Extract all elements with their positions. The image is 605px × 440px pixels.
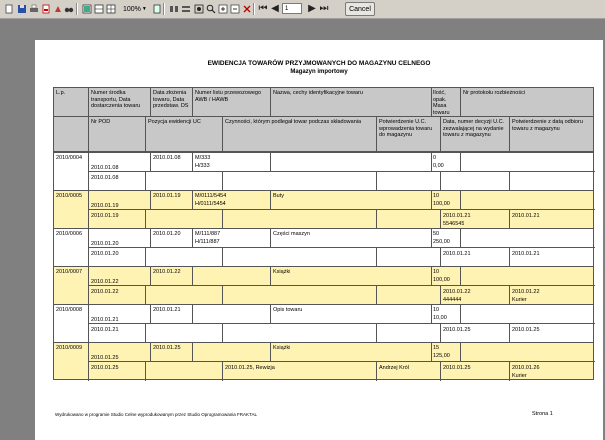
- record-decyzja-nr: 5546545: [443, 221, 465, 227]
- record-decyzja-data: 2010.01.21: [443, 213, 471, 219]
- record-potwierdzenie: Andrzej Król: [379, 365, 409, 371]
- record-date-dostarczenia: 2010.01.21: [91, 317, 119, 323]
- zoom-value: 100%: [123, 5, 141, 13]
- record-masa: 125,00: [433, 353, 450, 359]
- report-subtitle: Magazyn importowy: [290, 69, 348, 75]
- header-ilosc: Ilość, opak. Masa towaru: [433, 90, 450, 116]
- record-nr-pod-date: 2010.01.08: [91, 175, 119, 181]
- record-nazwa: Buty: [273, 193, 285, 199]
- record-decyzja-data: 2010.01.21: [443, 251, 471, 257]
- record-group: [53, 342, 594, 380]
- record-lp: 2010/0004: [56, 155, 82, 161]
- preview-workspace: [0, 19, 605, 421]
- header-lp: L.p.: [56, 90, 66, 96]
- header-nr-pod: Nr POD: [91, 119, 111, 125]
- cancel-button[interactable]: Cancel: [345, 2, 375, 16]
- record-awb: M/333: [195, 155, 211, 161]
- record-odbior-data: 2010.01.25: [512, 327, 540, 333]
- record-awb: M/0111/5454: [195, 193, 227, 199]
- record-date-zlozenia: 2010.01.25: [153, 345, 181, 351]
- header-czynnosci: Czynności, którym podlegał towar podczas składowania: [225, 119, 362, 125]
- record-masa: 10,00: [433, 315, 447, 321]
- record-group: [53, 266, 594, 304]
- record-masa: 100,00: [433, 277, 450, 283]
- nav-last-icon[interactable]: ⏭: [319, 3, 329, 14]
- binoculars-icon[interactable]: [62, 2, 76, 16]
- record-hawb: H/0111/5454: [195, 201, 226, 207]
- nav-prev-icon[interactable]: ◀: [271, 3, 279, 14]
- record-date-dostarczenia: 2010.01.22: [91, 279, 119, 285]
- close-preview-icon[interactable]: [240, 2, 254, 16]
- record-ilosc: 10: [433, 269, 440, 275]
- preview-toolbar: [0, 0, 605, 19]
- record-lp: 2010/0007: [56, 269, 82, 275]
- rows-icon[interactable]: [179, 2, 193, 16]
- record-odbior-osoba: Kurier: [512, 373, 527, 379]
- record-lp: 2010/0008: [56, 307, 82, 313]
- header-nazwa: Nazwa, cechy identyfikacyjne towaru: [273, 90, 363, 96]
- record-date-dostarczenia: 2010.01.08: [91, 165, 119, 171]
- page-number-input[interactable]: 1: [282, 3, 302, 14]
- record-odbior-data: 2010.01.22: [512, 289, 540, 295]
- nav-next-icon[interactable]: ▶: [308, 3, 316, 14]
- record-lp: 2010/0009: [56, 345, 82, 351]
- record-decyzja-data: 2010.01.25: [443, 327, 471, 333]
- record-czynnosci: 2010.01.25, Rewizja: [225, 365, 275, 371]
- table-header: [53, 87, 594, 152]
- record-date-zlozenia: 2010.01.20: [153, 231, 181, 237]
- record-nr-pod-date: 2010.01.22: [91, 289, 119, 295]
- record-lp: 2010/0006: [56, 231, 82, 237]
- header-protokol: Nr protokołu rozbieżności: [463, 90, 526, 96]
- record-ilosc: 50: [433, 231, 440, 237]
- page-indicator: Strona 1: [532, 411, 553, 417]
- record-hawb: H/333: [195, 163, 210, 169]
- report-page: [35, 40, 603, 440]
- record-nazwa: Opis towaru: [273, 307, 303, 313]
- report-title: EWIDENCJA TOWARÓW PRZYJMOWANYCH DO MAGAZYNU CELNEGO: [207, 60, 431, 67]
- record-nazwa: Książki: [273, 269, 291, 275]
- record-odbior-osoba: Kurier: [512, 297, 527, 303]
- record-date-dostarczenia: 2010.01.20: [91, 241, 119, 247]
- record-decyzja-data: 2010.01.22: [443, 289, 471, 295]
- record-decyzja-nr: 444444: [443, 297, 462, 303]
- footer-note: Wydrukowano w programie Studio Celne wyprodukowanym przez Studio Oprogramowania FRAKTAL: [55, 412, 257, 417]
- record-odbior-data: 2010.01.26: [512, 365, 540, 371]
- record-ilosc: 10: [433, 307, 440, 313]
- record-group: [53, 152, 594, 190]
- header-decyzja: Data, numer decyzji U.C. zezwalającej na wydanie towaru z magazynu: [443, 119, 505, 138]
- record-odbior-data: 2010.01.21: [512, 213, 540, 219]
- record-ilosc: 15: [433, 345, 440, 351]
- record-group: [53, 228, 594, 266]
- page-icon[interactable]: [2, 2, 16, 16]
- header-date-zlozenia: Data złożenia towaru, Data przedstaw. DS: [153, 90, 189, 109]
- chevron-down-icon: ▼: [141, 6, 147, 12]
- record-nr-pod-date: 2010.01.25: [91, 365, 119, 371]
- record-masa: 100,00: [433, 201, 450, 207]
- record-date-zlozenia: 2010.01.21: [153, 307, 181, 313]
- record-odbior-data: 2010.01.21: [512, 251, 540, 257]
- record-nr-pod-date: 2010.01.20: [91, 251, 119, 257]
- record-lp: 2010/0005: [56, 193, 82, 199]
- record-hawb: H/111/887: [195, 239, 220, 245]
- record-awb: M/111/887: [195, 231, 221, 237]
- record-date-dostarczenia: 2010.01.25: [91, 355, 119, 361]
- record-nr-pod-date: 2010.01.21: [91, 327, 119, 333]
- record-date-dostarczenia: 2010.01.19: [91, 203, 119, 209]
- record-decyzja-data: 2010.01.25: [443, 365, 471, 371]
- header-awb: Numer listu przewozowego AWB / HAWB: [195, 90, 262, 103]
- header-potwierdzenie: Potwierdzenie U.C. wprowadzenia towaru do magazynu: [379, 119, 433, 138]
- header-transport: Numer środka transportu, Data dostarczenia towaru: [91, 90, 141, 109]
- nav-first-icon[interactable]: ⏮: [258, 3, 268, 14]
- record-group: [53, 304, 594, 342]
- zoom-select[interactable]: [123, 3, 147, 15]
- record-date-zlozenia: 2010.01.19: [153, 193, 181, 199]
- record-group: [53, 190, 594, 228]
- grid-icon[interactable]: [104, 2, 118, 16]
- record-date-zlozenia: 2010.01.08: [153, 155, 181, 161]
- header-odbior: Potwierdzenie z datą odbioru towaru z magazynu: [512, 119, 583, 132]
- record-masa: 250,00: [433, 239, 450, 245]
- record-ilosc: 10: [433, 193, 440, 199]
- record-nazwa: Książki: [273, 345, 291, 351]
- record-nazwa: Części maszyn: [273, 231, 310, 237]
- record-date-zlozenia: 2010.01.22: [153, 269, 181, 275]
- header-pozycja: Pozycja ewidencji UC: [148, 119, 201, 125]
- record-ilosc: 0: [433, 155, 437, 161]
- record-masa: 0,00: [433, 163, 444, 169]
- one-page-icon[interactable]: [150, 2, 164, 16]
- record-nr-pod-date: 2010.01.19: [91, 213, 119, 219]
